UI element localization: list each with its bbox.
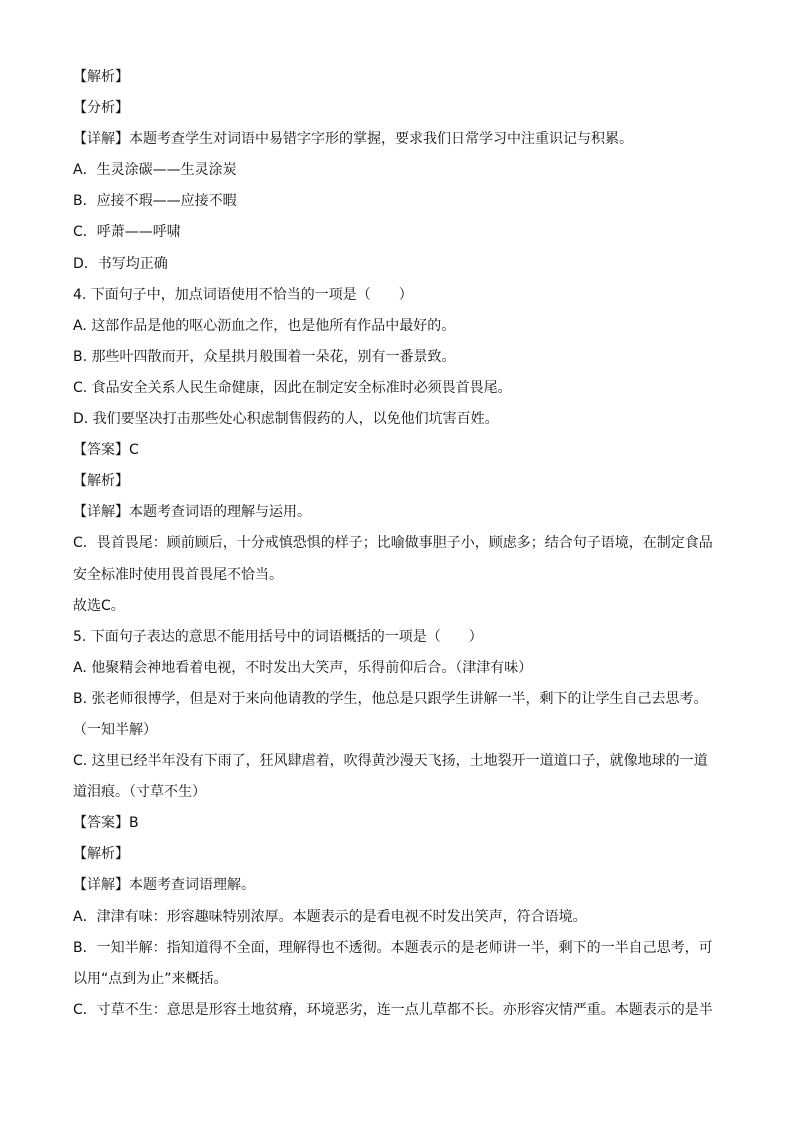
question-5-option-b-cont: （一知半解）	[73, 721, 157, 738]
question-4-option-b: B. 那些叶四散而开，众星拱月般围着一朵花，别有一番景致。	[73, 348, 456, 365]
question-5-option-c-cont: 道泪痕。（寸草不生）	[73, 784, 206, 801]
question-4-analysis-heading: 【解析】	[73, 473, 129, 490]
explanation-paragraph: 【详解】本题考查学生对词语中易错字字形的掌握，要求我们日常学习中注重识记与积累。	[73, 131, 633, 148]
question-4-explanation-c: C．畏首畏尾：顾前顾后，十分戒慎恐惧的样子；比喻做事胆子小，顾虑多；结合句子语境，在制定食品	[73, 535, 713, 552]
question-5-explanation-c: C．寸草不生：意思是形容土地贫瘠，环境恶劣，连一点儿草都不长。亦形容灾情严重。本题表示的是半	[73, 1001, 713, 1018]
section-heading-analysis: 【解析】	[73, 69, 129, 85]
question-5-analysis-heading: 【解析】	[73, 846, 129, 863]
question-5-option-c: C. 这里已经半年没有下雨了，狂风肆虐着，吹得黄沙漫天飞扬，土地裂开一道道口子，就像地球的一道	[73, 753, 708, 770]
question-5-answer: 【答案】B	[73, 815, 139, 832]
question-4-conclusion: 故选C。	[73, 597, 125, 614]
document-page	[73, 62, 721, 1026]
section-heading-breakdown: 【分析】	[73, 100, 129, 117]
question-4-option-a: A. 这部作品是他的呕心沥血之作，也是他所有作品中最好的。	[73, 317, 456, 334]
question-5-explanation-a: A．津津有味：形容趣味特别浓厚。本题表示的是看电视不时发出笑声，符合语境。	[73, 908, 587, 925]
question-5-explanation-b-cont: 以用“点到为止”来概括。	[73, 970, 228, 987]
question-4-option-c: C. 食品安全关系人民生命健康，因此在制定安全标准时必须畏首畏尾。	[73, 379, 512, 396]
question-5-option-b: B. 张老师很博学，但是对于来向他请教的学生，他总是只跟学生讲解一半，剩下的让学生自己去思考。	[73, 690, 708, 707]
option-a-line: A．生灵涂碳——生灵涂炭	[73, 162, 237, 179]
question-4-answer: 【答案】C	[73, 442, 139, 459]
question-4-option-d: D. 我们要坚决打击那些处心积虑制售假药的人，以免他们坑害百姓。	[73, 411, 499, 428]
question-5-explanation: 【详解】本题考查词语理解。	[73, 877, 255, 894]
option-b-line: B．应接不瑕——应接不暇	[73, 193, 237, 210]
question-5-option-a: A. 他聚精会神地看着电视，不时发出大笑声，乐得前仰后合。（津津有味）	[73, 659, 533, 676]
option-d-line: D．书写均正确	[73, 255, 168, 272]
question-4-stem: 4. 下面句子中，加点词语使用不恰当的一项是（ ）	[73, 286, 413, 303]
question-5-explanation-b: B．一知半解：指知道得不全面，理解得也不透彻。本题表示的是老师讲一半，剩下的一半自己思考，可	[73, 939, 713, 956]
question-4-explanation-c-cont: 安全标准时使用畏首畏尾不恰当。	[73, 566, 283, 583]
question-4-explanation: 【详解】本题考查词语的理解与运用。	[73, 504, 311, 521]
option-c-line: C．呼萧——呼啸	[73, 224, 181, 241]
question-5-stem: 5. 下面句子表达的意思不能用括号中的词语概括的一项是（ ）	[73, 628, 483, 645]
